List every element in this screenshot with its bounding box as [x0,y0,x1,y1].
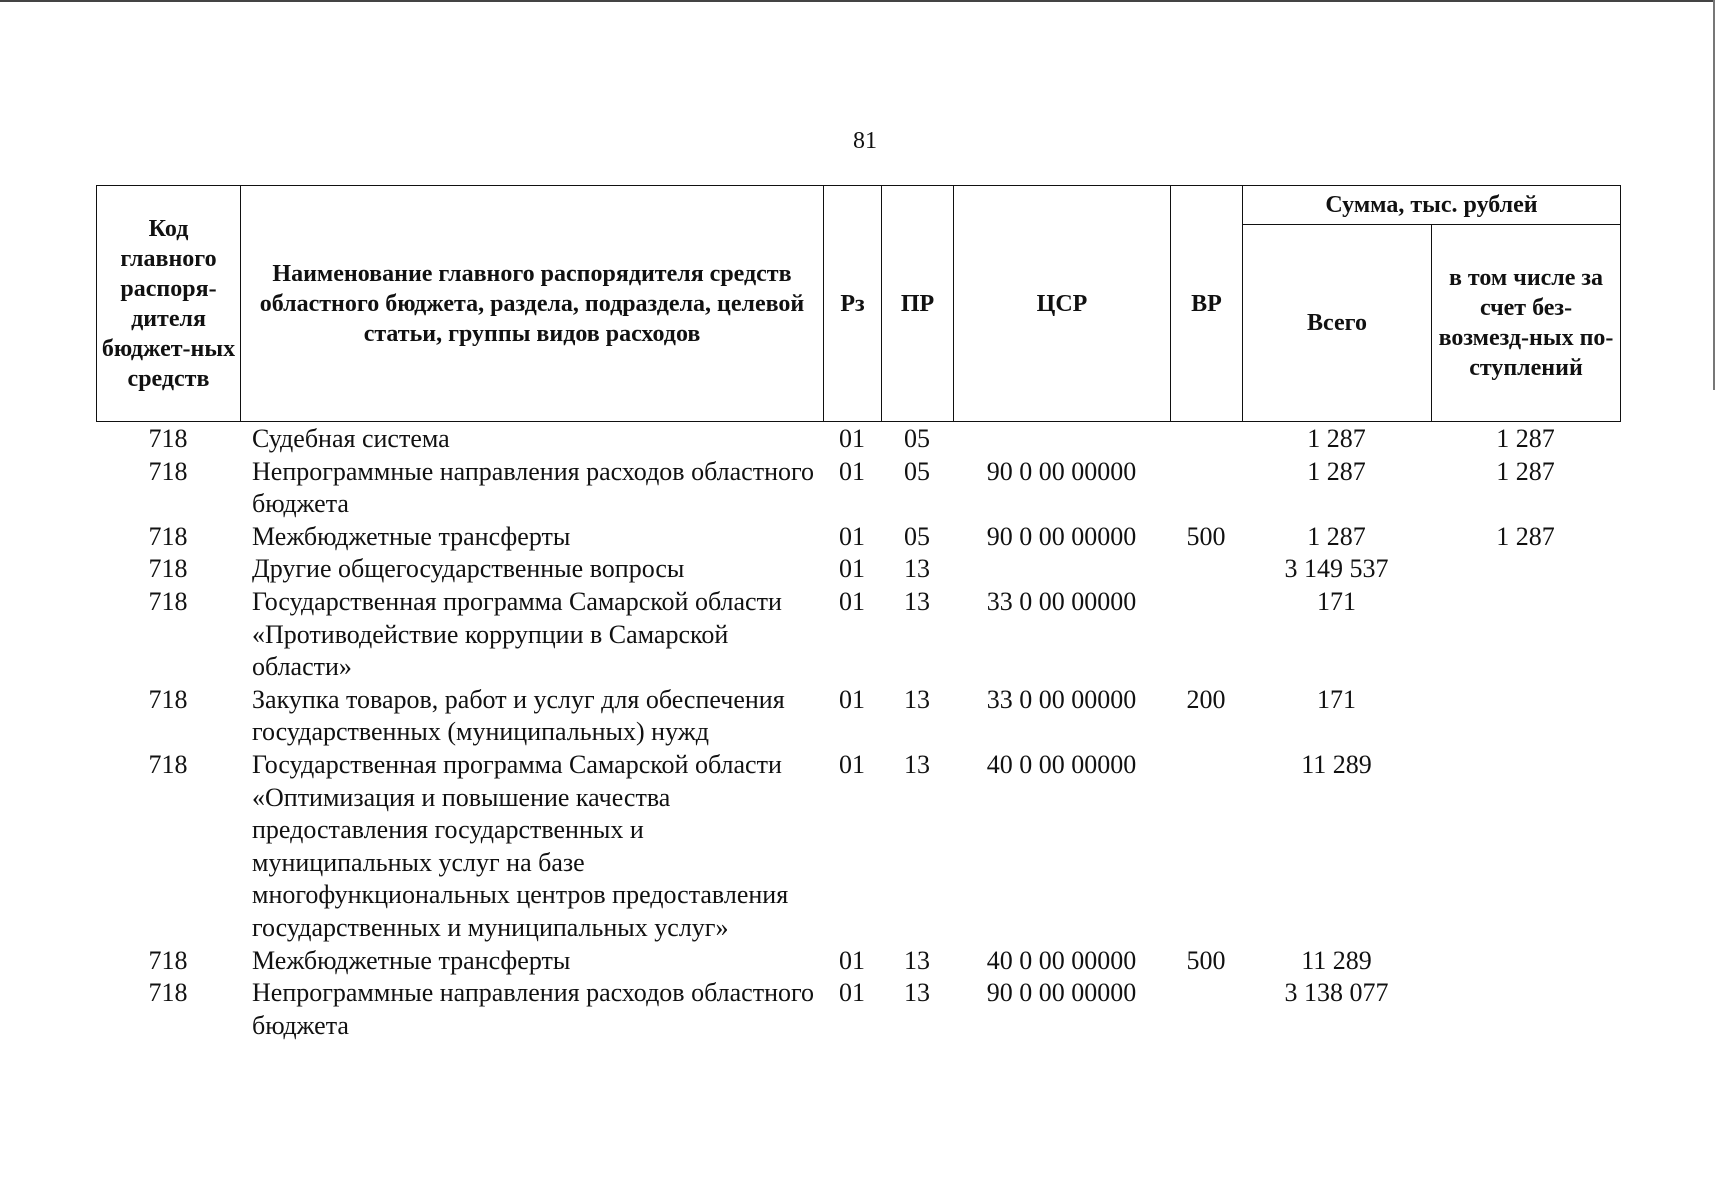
header-name: Наименование главного распорядителя средств областного бюджета, раздела, подраздела, целевой статьи, группы видов расходов [241,186,824,422]
row-csr: 40 0 00 00000 [986,749,1137,779]
row-rz: 01 [839,554,865,584]
row-name: Непрограммные направления расходов областного бюджета [252,978,814,1040]
row-total: 11 289 [1301,945,1372,975]
row-csr [953,423,1170,456]
row-name: Государственная программа Самарской области «Оптимизация и повышение качества предоставления государственных и муниципальных услуг на базе многофункциональных центров предоставления государственных и муниципальных услуг» [252,749,789,942]
row-vr [1170,456,1242,521]
row-rz: 01 [839,424,865,453]
row-gratuitous [1431,749,1620,945]
row-total: 3 149 537 [1284,554,1389,584]
row-pr: 13 [904,945,930,975]
page-number: 81 [853,128,877,154]
budget-table-header [96,185,1621,422]
row-vr [1170,977,1242,1042]
row-vr [1170,423,1242,456]
table-row [96,521,1620,554]
row-pr: 13 [904,554,930,584]
row-total: 171 [1317,586,1356,616]
row-pr: 05 [904,424,930,453]
row-vr: 500 [1186,945,1226,975]
row-gratuitous [1431,553,1620,586]
row-gratuitous [1431,684,1620,749]
row-code: 718 [148,521,188,551]
row-rz: 01 [839,684,865,714]
row-rz: 01 [839,521,865,551]
table-row [96,423,1620,456]
row-pr: 13 [904,978,930,1008]
row-total: 1 287 [1307,456,1366,486]
row-csr: 90 0 00 00000 [986,521,1137,551]
row-name: Государственная программа Самарской области «Противодействие коррупции в Самарской области» [252,586,782,682]
row-vr: 200 [1186,684,1226,714]
row-csr: 40 0 00 00000 [986,945,1137,975]
row-total: 1 287 [1307,521,1366,551]
row-rz: 01 [839,978,865,1008]
row-vr [1170,586,1242,684]
scan-border-top [0,0,1715,2]
row-vr [1170,749,1242,945]
row-csr [953,553,1170,586]
row-rz: 01 [839,456,865,486]
row-gratuitous: 1 287 [1496,424,1555,453]
row-csr: 33 0 00 00000 [986,684,1137,714]
row-name: Другие общегосударственные вопросы [252,554,685,584]
row-rz: 01 [839,586,865,616]
row-name: Непрограммные направления расходов областного бюджета [252,456,814,519]
row-pr: 13 [904,586,930,616]
row-rz: 01 [839,749,865,779]
row-code: 718 [148,456,188,486]
row-name: Закупка товаров, работ и услуг для обеспечения государственных (муниципальных) нужд [252,684,785,747]
row-pr: 05 [904,456,930,486]
header-csr: ЦСР [954,186,1171,422]
row-name: Межбюджетные трансферты [252,521,571,551]
row-total: 1 287 [1307,424,1366,453]
row-csr: 33 0 00 00000 [986,586,1137,616]
row-gratuitous: 1 287 [1496,521,1555,551]
header-gratuitous: в том числе за счет без-возмезд-ных по-ступлений [1432,225,1621,422]
row-name: Межбюджетные трансферты [252,945,571,975]
row-code: 718 [148,945,188,975]
table-row [96,977,1620,1042]
row-pr: 05 [904,521,930,551]
row-gratuitous [1431,586,1620,684]
table-row [96,684,1620,749]
table-row [96,456,1620,521]
header-code: Код главного распоря-дителя бюджет-ных средств [97,186,241,422]
budget-table-body [96,423,1620,1042]
row-csr: 90 0 00 00000 [986,978,1137,1008]
row-code: 718 [148,978,188,1008]
row-name: Судебная система [252,424,450,453]
header-rz: Рз [824,186,882,422]
header-vr: ВР [1171,186,1243,422]
row-vr: 500 [1186,521,1226,551]
row-gratuitous: 1 287 [1496,456,1555,486]
row-code: 718 [148,684,188,714]
row-csr: 90 0 00 00000 [986,456,1137,486]
table-row [96,553,1620,586]
row-code: 718 [148,586,188,616]
table-row [96,749,1620,945]
row-pr: 13 [904,749,930,779]
row-total: 3 138 077 [1284,978,1389,1008]
row-pr: 13 [904,684,930,714]
row-code: 718 [148,554,188,584]
table-row [96,945,1620,978]
table-row [96,586,1620,684]
header-total: Всего [1243,225,1432,422]
header-pr: ПР [882,186,954,422]
row-gratuitous [1431,977,1620,1042]
row-code: 718 [148,749,188,779]
row-total: 171 [1317,684,1356,714]
row-code: 718 [148,424,188,453]
header-sum: Сумма, тыс. рублей [1243,186,1621,225]
row-gratuitous [1431,945,1620,978]
row-vr [1170,553,1242,586]
row-rz: 01 [839,945,865,975]
row-total: 11 289 [1301,749,1372,779]
